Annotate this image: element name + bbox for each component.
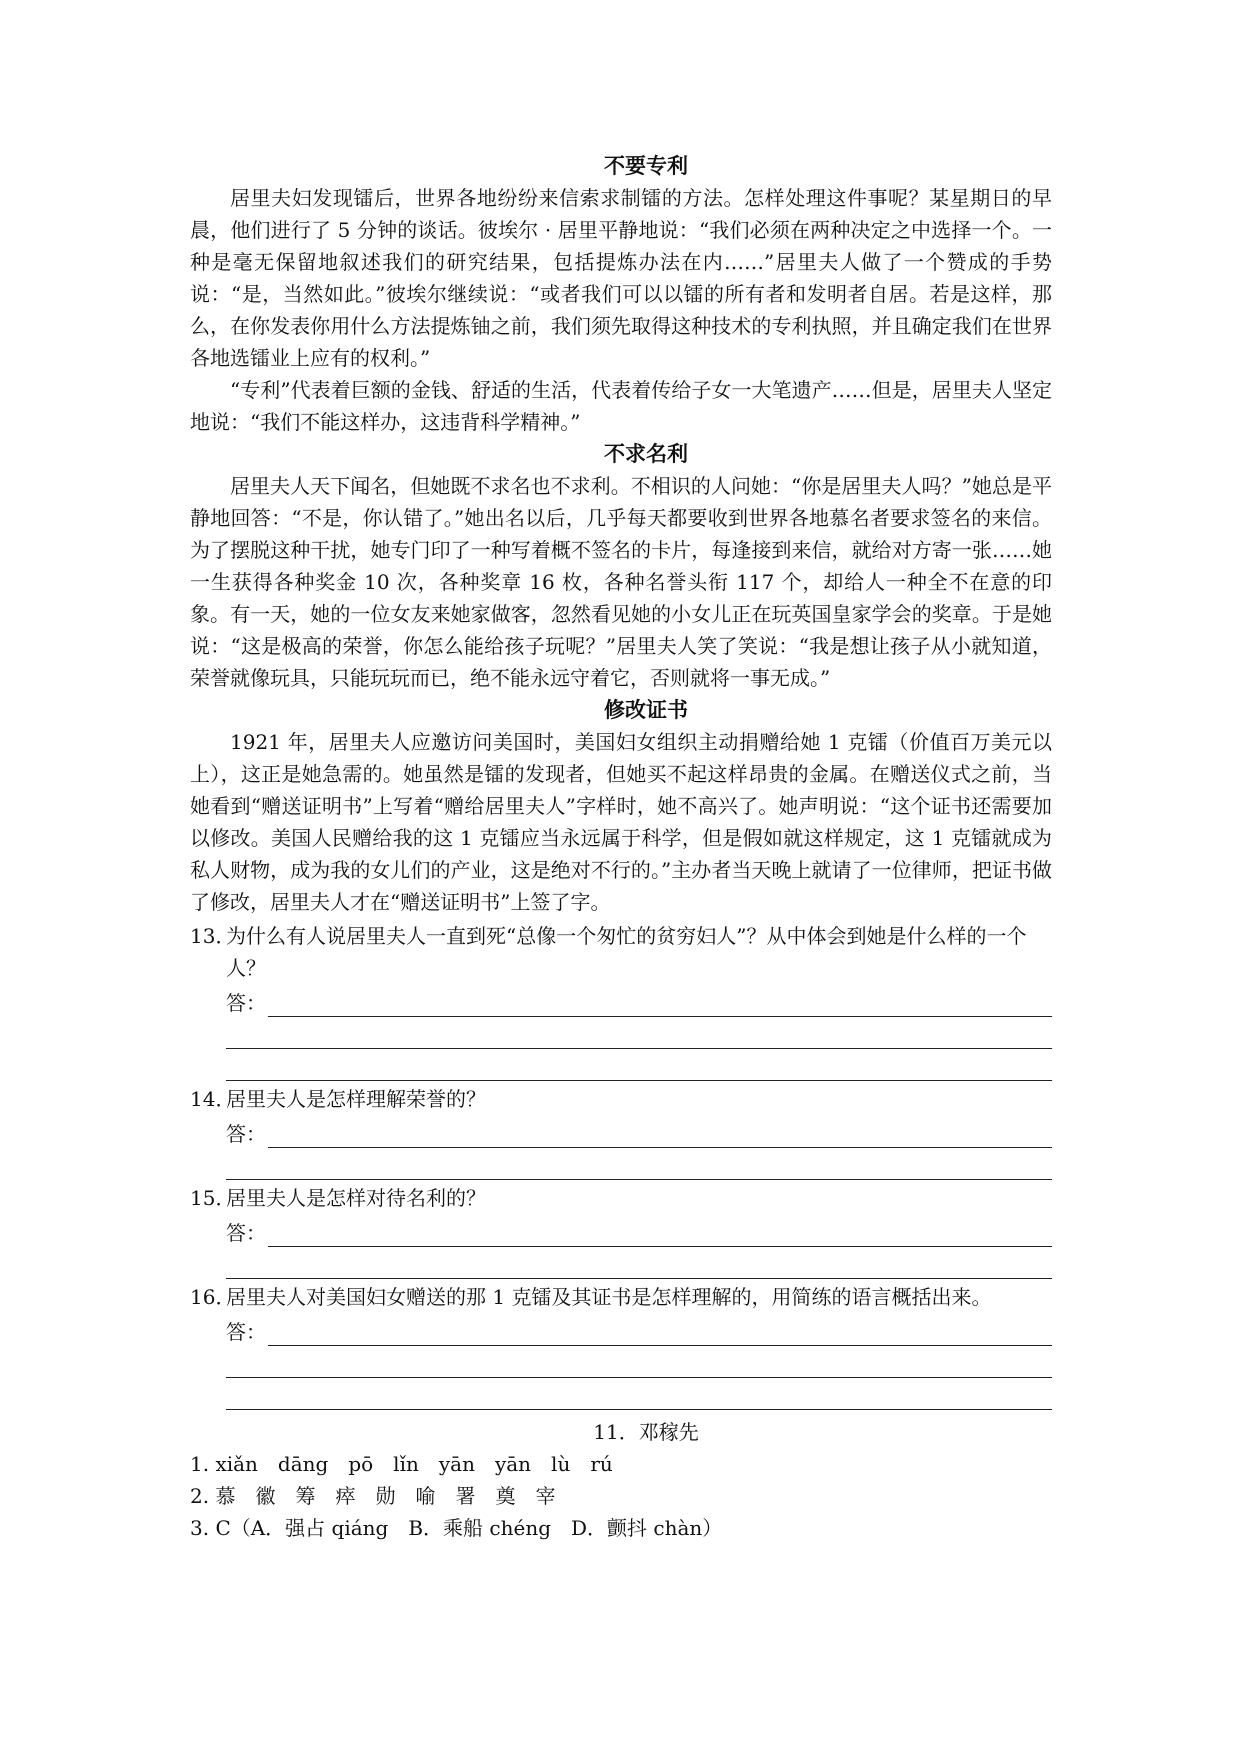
question-number: 13． xyxy=(190,924,236,948)
answer-line[interactable] xyxy=(268,1319,1052,1346)
paragraph: “专利”代表着巨额的金钱、舒适的生活，代表着传给子女一大笔遗产……但是，居里夫人坚定地说：“我们不能这样办，这违背科学精神。” xyxy=(190,378,1052,434)
answer-line[interactable] xyxy=(268,990,1052,1017)
answer-line[interactable] xyxy=(268,1220,1052,1247)
question-text: 为什么有人说居里夫人一直到死“总像一个匆忙的贫穷妇人”？从中体会到她是什么样的一个人？ xyxy=(226,924,1027,980)
answer-label: 答： xyxy=(226,1320,266,1344)
question-number: 14． xyxy=(190,1087,236,1111)
answer-key-heading: 11．邓稼先 xyxy=(593,1420,699,1444)
answer-key-item: 2. 慕 徽 筹 瘁 勋 喻 署 奠 宰 xyxy=(190,1484,556,1508)
answer-key-item: 1. xiǎn dāng pō lǐn yān yān lù rú xyxy=(190,1452,613,1476)
section-title-certificate: 修改证书 xyxy=(604,697,688,722)
section-title-fame: 不求名利 xyxy=(604,441,688,466)
answer-line[interactable] xyxy=(226,1148,1052,1180)
question-text: 居里夫人是怎样理解荣誉的？ xyxy=(226,1087,486,1111)
answer-key-item: 3. C（A．强占 qiáng B．乘船 chéng D．颤抖 chàn） xyxy=(190,1516,723,1540)
answer-label: 答： xyxy=(226,991,266,1015)
section-title-patent: 不要专利 xyxy=(604,153,688,178)
question-14 xyxy=(190,1083,1052,1180)
question-16 xyxy=(190,1281,1052,1410)
paragraph: 居里夫妇发现镭后，世界各地纷纷来信索求制镭的方法。怎样处理这件事呢？某星期日的早晨，他们进行了 5 分钟的谈话。彼埃尔 · 居里平静地说：“我们必须在两种决定之中选择一个。一种是毫无保留地叙述我们的研究结果，包括提炼办法在内……”居里夫人做了一个赞成的手势说：“是，当然如此。”彼埃尔继续说：“或者我们可以以镭的所有者和发明者自居。若是这样，那么，在你发表你用什么方法提炼铀之前，我们须先取得这种技术的专利执照，并且确定我们在世界各地选镭业上应有的权利。” xyxy=(190,186,1052,370)
paragraph: 1921 年，居里夫人应邀访问美国时，美国妇女组织主动捐赠给她 1 克镭（价值百万美元以上），这正是她急需的。她虽然是镭的发现者，但她买不起这样昂贵的金属。在赠送仪式之前，当她看到“赠送证明书”上写着“赠给居里夫人”字样时，她不高兴了。她声明说：“这个证书还需要加以修改。美国人民赠给我的这 1 克镭应当永远属于科学，但是假如就这样规定，这 1 克镭就成为私人财物，成为我的女儿们的产业，这是绝对不行的。”主办者当天晚上就请了一位律师，把证书做了修改，居里夫人才在“赠送证明书”上签了字。 xyxy=(190,730,1052,914)
paragraph: 居里夫人天下闻名，但她既不求名也不求利。不相识的人问她：“你是居里夫人吗？”她总是平静地回答：“不是，你认错了。”她出名以后，几乎每天都要收到世界各地慕名者要求签名的来信。为了摆脱这种干扰，她专门印了一种写着概不签名的卡片，每逢接到来信，就给对方寄一张……她一生获得各种奖金 10 次，各种奖章 16 枚，各种名誉头衔 117 个，却给人一种全不在意的印象。有一天，她的一位女友来她家做客，忽然看见她的小女儿正在玩英国皇家学会的奖章。于是她说：“这是极高的荣誉，你怎么能给孩子玩呢？”居里夫人笑了笑说：“我是想让孩子从小就知道，荣誉就像玩具，只能玩玩而已，绝不能永远守着它，否则就将一事无成。” xyxy=(190,474,1052,690)
question-text: 居里夫人是怎样对待名利的？ xyxy=(226,1186,486,1210)
answer-line[interactable] xyxy=(226,1017,1052,1049)
question-15 xyxy=(190,1182,1052,1279)
question-number: 15． xyxy=(190,1186,236,1210)
document-body xyxy=(190,150,1052,1544)
answer-line[interactable] xyxy=(226,1049,1052,1081)
answer-line[interactable] xyxy=(226,1346,1052,1378)
question-number: 16． xyxy=(190,1285,236,1309)
answer-line[interactable] xyxy=(226,1378,1052,1410)
answer-line[interactable] xyxy=(268,1121,1052,1148)
answer-label: 答： xyxy=(226,1221,266,1245)
answer-label: 答： xyxy=(226,1122,266,1146)
question-text: 居里夫人对美国妇女赠送的那 1 克镭及其证书是怎样理解的，用简练的语言概括出来。 xyxy=(226,1285,992,1309)
question-13 xyxy=(190,920,1052,1081)
answer-line[interactable] xyxy=(226,1247,1052,1279)
